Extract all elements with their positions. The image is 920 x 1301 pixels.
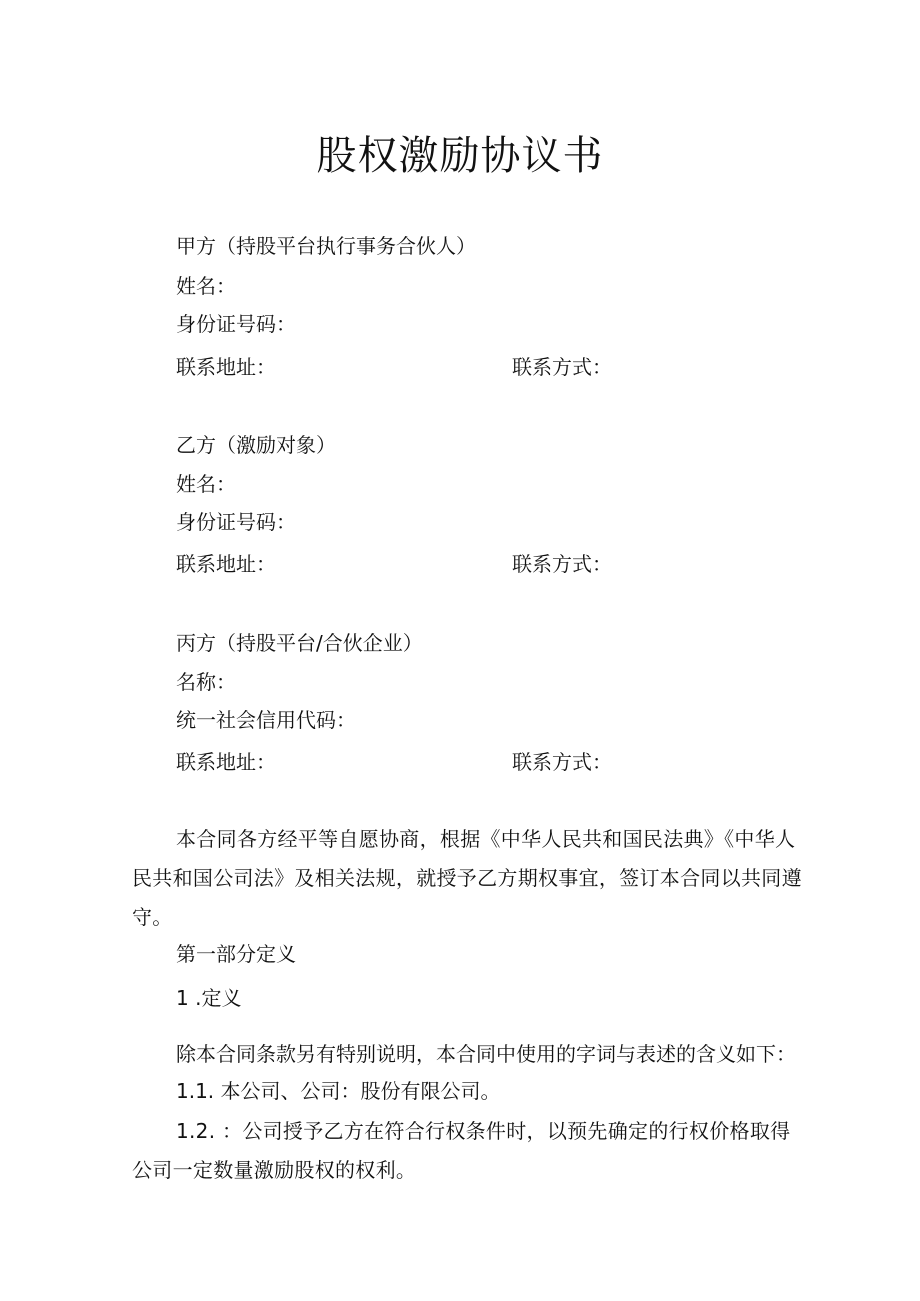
party-a-address-label: 联系地址： [176,355,276,379]
party-b-name-label: 姓名： [176,472,236,496]
clause-1-1: 1.1. 本公司、公司：股份有限公司。 [176,1079,501,1103]
definitions-intro: 除本合同条款另有特别说明，本合同中使用的字词与表述的含义如下： [176,1042,796,1066]
party-c-heading: 丙方（持股平台/合伙企业） [176,631,423,655]
clause-1-2: 1.2. ：公司授予乙方在符合行权条件时，以预先确定的行权价格取得公司一定数量激励股权的权利。 [132,1119,791,1182]
party-c-credit-code-label: 统一社会信用代码： [176,708,356,732]
party-b-id-label: 身份证号码： [176,510,296,534]
section-1-heading: 1 .定义 [176,986,242,1010]
party-a-id-label: 身份证号码： [176,312,296,336]
party-c-name-label: 名称： [176,670,236,694]
party-a-name-label: 姓名： [176,274,236,298]
party-c-address-label: 联系地址： [176,750,276,774]
party-a-contact-label: 联系方式： [512,355,612,379]
document-title: 股权激励协议书 [316,133,604,179]
part-one-heading: 第一部分定义 [176,942,296,966]
party-b-address-label: 联系地址： [176,552,276,576]
party-c-contact-label: 联系方式： [512,750,612,774]
party-b-contact-label: 联系方式： [512,552,612,576]
party-b-heading: 乙方（激励对象） [176,433,336,457]
party-a-heading: 甲方（持股平台执行事务合伙人） [176,234,476,258]
preamble-paragraph: 本合同各方经平等自愿协商，根据《中华人民共和国民法典》《中华人民共和国公司法》及相关法规，就授予乙方期权事宜，签订本合同以共同遵守。 [132,827,802,929]
